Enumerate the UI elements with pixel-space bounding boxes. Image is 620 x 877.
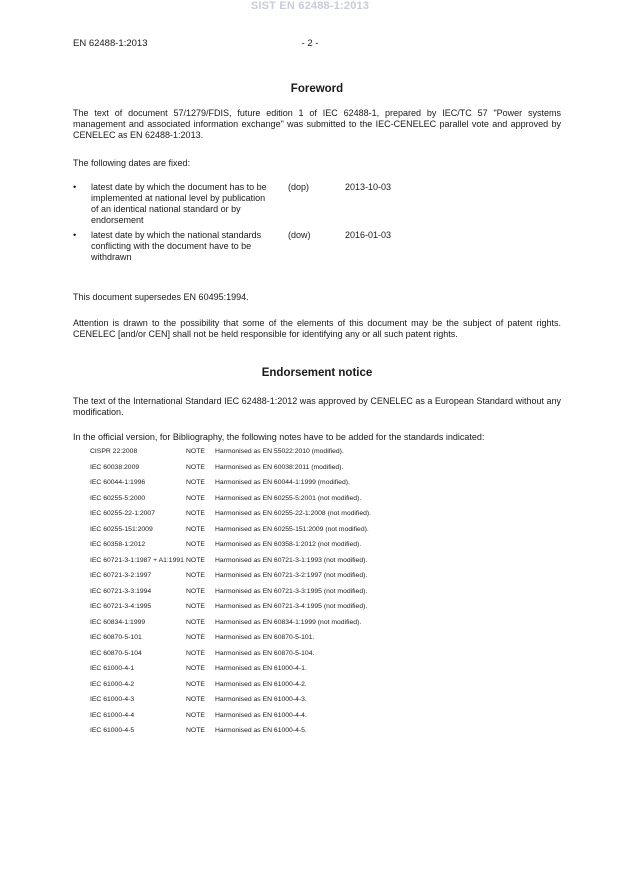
foreword-heading-block bbox=[73, 84, 561, 95]
note-row bbox=[90, 650, 371, 658]
header-page-number: - 2 - bbox=[301, 38, 319, 49]
note-text: Harmonised as EN 60255-5:2001 (not modified). bbox=[215, 494, 362, 502]
note-text: Harmonised as EN 60721-3-3:1995 (not modified). bbox=[215, 587, 368, 595]
note-text: Harmonised as EN 60721-3-4:1995 (not modified). bbox=[215, 603, 368, 610]
note-text: Harmonised as EN 61000-4-2. bbox=[215, 680, 307, 688]
note-row bbox=[90, 634, 371, 642]
note-label: NOTE bbox=[186, 448, 205, 455]
note-spacer-cell bbox=[90, 720, 371, 728]
note-spacer-cell bbox=[90, 487, 371, 495]
note-row bbox=[90, 712, 371, 720]
note-label: NOTE bbox=[186, 587, 205, 595]
bullet: • bbox=[73, 230, 77, 240]
date-value: 2013-10-03 bbox=[345, 182, 392, 192]
note-text: Harmonised as EN 60870-5-104. bbox=[215, 649, 315, 657]
note-spacer-cell bbox=[90, 642, 371, 650]
note-spacer bbox=[90, 673, 371, 681]
note-spacer bbox=[90, 704, 371, 712]
note-spacer bbox=[90, 518, 371, 526]
note-spacer-cell bbox=[90, 689, 371, 697]
note-text: Harmonised as EN 61000-4-1. bbox=[215, 665, 307, 672]
note-text: Harmonised as EN 60038:2011 (modified). bbox=[215, 463, 344, 471]
date-abbreviation: (dow) bbox=[288, 230, 311, 240]
note-label: NOTE bbox=[186, 541, 205, 548]
note-label: NOTE bbox=[186, 680, 205, 688]
note-standard: IEC 60721-3-2:1997 bbox=[90, 572, 152, 579]
note-spacer bbox=[90, 580, 371, 588]
note-row bbox=[90, 572, 371, 580]
notes-intro: In the official version, for Bibliography, the following notes have to be added for the standards indicated: bbox=[73, 432, 485, 442]
note-label: NOTE bbox=[186, 463, 205, 471]
note-spacer-cell bbox=[90, 456, 371, 464]
foreword-text: The text of document 57/1279/FDIS, future edition 1 of IEC 62488-1, prepared by IEC/TC 57 "Power systems management and associated information exchange" was submitted to the IEC-CENELEC parallel vote and approved by CENELEC as EN 62488-1:2013. bbox=[73, 108, 561, 140]
note-label: NOTE bbox=[186, 618, 205, 626]
note-spacer bbox=[90, 487, 371, 495]
note-standard: IEC 61000-4-4 bbox=[90, 711, 135, 719]
note-text: Harmonised as EN 60870-5-101. bbox=[215, 634, 315, 641]
note-row bbox=[90, 479, 371, 487]
note-standard: IEC 60038:2009 bbox=[90, 463, 140, 471]
note-text: Harmonised as EN 60255-22-1:2008 (not modified). bbox=[215, 510, 372, 517]
note-spacer bbox=[90, 503, 371, 511]
note-spacer-cell bbox=[90, 472, 371, 480]
note-spacer bbox=[90, 735, 371, 743]
note-standard: IEC 61000-4-2 bbox=[90, 680, 135, 688]
note-spacer-cell bbox=[90, 534, 371, 542]
note-text: Harmonised as EN 60255-151:2009 (not modified). bbox=[215, 525, 369, 533]
note-spacer bbox=[90, 689, 371, 697]
note-spacer-cell bbox=[90, 565, 371, 573]
watermark: SIST EN 62488-1:2013 bbox=[250, 0, 370, 12]
supersedes-paragraph bbox=[73, 292, 561, 303]
note-spacer-cell bbox=[90, 658, 371, 666]
note-row bbox=[90, 603, 371, 611]
note-row bbox=[90, 557, 371, 565]
note-label: NOTE bbox=[186, 525, 205, 533]
note-standard: CISPR 22:2008 bbox=[90, 448, 138, 455]
note-spacer bbox=[90, 565, 371, 573]
note-standard: IEC 60044-1:1996 bbox=[90, 479, 146, 486]
note-spacer-cell bbox=[90, 627, 371, 635]
note-label: NOTE bbox=[186, 727, 205, 734]
note-standard: IEC 60721-3-4:1995 bbox=[90, 603, 152, 610]
endorsement-text: The text of the International Standard IEC 62488-1:2012 was approved by CENELEC as a European Standard without any modification. bbox=[73, 396, 561, 417]
note-spacer-cell bbox=[90, 611, 371, 619]
note-row bbox=[90, 464, 371, 472]
note-row bbox=[90, 588, 371, 596]
date-abbreviation: (dop) bbox=[288, 182, 310, 192]
note-label: NOTE bbox=[186, 696, 205, 703]
foreword-paragraph-1 bbox=[73, 108, 561, 141]
note-text: Harmonised as EN 61000-4-3. bbox=[215, 696, 307, 703]
note-standard: IEC 60721-3-1:1987 + A1:1991 bbox=[90, 556, 184, 564]
note-label: NOTE bbox=[186, 603, 205, 610]
note-spacer bbox=[90, 720, 371, 728]
dates-intro: The following dates are fixed: bbox=[73, 158, 191, 168]
date-description: latest date by which the national standards conflicting with the document have to be withdrawn bbox=[91, 230, 262, 262]
note-row bbox=[90, 696, 371, 704]
note-label: NOTE bbox=[186, 649, 205, 657]
patent-paragraph bbox=[73, 318, 561, 340]
note-text: Harmonised as EN 55022:2010 (modified). bbox=[215, 448, 344, 455]
note-standard: IEC 60255-5:2000 bbox=[90, 494, 146, 502]
note-label: NOTE bbox=[186, 479, 205, 486]
note-standard: IEC 61000-4-3 bbox=[90, 696, 135, 703]
note-label: NOTE bbox=[186, 665, 205, 672]
note-spacer-cell bbox=[90, 673, 371, 681]
note-spacer bbox=[90, 627, 371, 635]
note-standard: IEC 61000-4-5 bbox=[90, 727, 135, 734]
note-row bbox=[90, 495, 371, 503]
note-row bbox=[90, 619, 371, 627]
note-text: Harmonised as EN 60358-1:2012 (not modified). bbox=[215, 541, 362, 548]
note-spacer bbox=[90, 549, 371, 557]
note-text: Harmonised as EN 60834-1:1999 (not modified). bbox=[215, 618, 362, 626]
date-value: 2016-01-03 bbox=[345, 230, 392, 240]
note-spacer bbox=[90, 456, 371, 464]
note-row bbox=[90, 665, 371, 673]
note-spacer-cell bbox=[90, 580, 371, 588]
note-label: NOTE bbox=[186, 572, 205, 579]
note-spacer bbox=[90, 534, 371, 542]
note-standard: IEC 60358-1:2012 bbox=[90, 541, 146, 548]
note-label: NOTE bbox=[186, 494, 205, 502]
note-text: Harmonised as EN 60044-1:1999 (modified). bbox=[215, 479, 350, 486]
note-standard: IEC 60834-1:1999 bbox=[90, 618, 146, 626]
note-standard: IEC 60870-5-104 bbox=[90, 649, 142, 657]
supersedes-text: This document supersedes EN 60495:1994. bbox=[73, 292, 249, 302]
note-row bbox=[90, 681, 371, 689]
note-standard: IEC 60721-3-3:1994 bbox=[90, 587, 152, 595]
note-row bbox=[90, 510, 371, 518]
note-spacer-cell bbox=[90, 549, 371, 557]
note-row bbox=[90, 727, 371, 735]
header-doc-id: EN 62488-1:2013 bbox=[73, 38, 148, 49]
note-standard: IEC 60255-22-1:2007 bbox=[90, 510, 155, 517]
endorsement-heading-block bbox=[73, 368, 561, 379]
note-spacer bbox=[90, 611, 371, 619]
note-spacer-cell bbox=[90, 503, 371, 511]
note-text: Harmonised as EN 60721-3-1:1993 (not modified). bbox=[215, 556, 368, 564]
note-row bbox=[90, 448, 371, 456]
bibliography-notes-table bbox=[90, 448, 371, 743]
note-spacer-cell bbox=[90, 735, 371, 743]
foreword-paragraph-2 bbox=[73, 158, 561, 169]
note-spacer bbox=[90, 642, 371, 650]
note-spacer bbox=[90, 658, 371, 666]
note-label: NOTE bbox=[186, 510, 205, 517]
date-description: latest date by which the document has to be implemented at national level by publication of an identical national standard or by endorsement bbox=[91, 182, 267, 225]
note-spacer bbox=[90, 472, 371, 480]
note-text: Harmonised as EN 61000-4-4. bbox=[215, 711, 307, 719]
note-spacer bbox=[90, 596, 371, 604]
note-spacer-cell bbox=[90, 518, 371, 526]
foreword-title: Foreword bbox=[290, 83, 344, 95]
note-standard: IEC 60255-151:2009 bbox=[90, 525, 153, 533]
note-standard: IEC 60870-5-101 bbox=[90, 634, 142, 641]
endorsement-title: Endorsement notice bbox=[261, 367, 373, 379]
note-text: Harmonised as EN 61000-4-5. bbox=[215, 727, 307, 734]
bullet: • bbox=[73, 182, 77, 192]
note-row bbox=[90, 541, 371, 549]
note-row bbox=[90, 526, 371, 534]
note-label: NOTE bbox=[186, 711, 205, 719]
endorsement-paragraph-2 bbox=[73, 432, 561, 443]
patent-text: Attention is drawn to the possibility that some of the elements of this document may be the subject of patent rights. CENELEC [and/or CEN] shall not be held responsible for identifying any or all such patent rights. bbox=[73, 318, 561, 339]
note-spacer-cell bbox=[90, 596, 371, 604]
note-label: NOTE bbox=[186, 556, 205, 564]
note-label: NOTE bbox=[186, 634, 205, 641]
endorsement-paragraph-1 bbox=[73, 396, 561, 418]
note-standard: IEC 61000-4-1 bbox=[90, 665, 135, 672]
note-spacer-cell bbox=[90, 704, 371, 712]
note-text: Harmonised as EN 60721-3-2:1997 (not modified). bbox=[215, 572, 368, 579]
